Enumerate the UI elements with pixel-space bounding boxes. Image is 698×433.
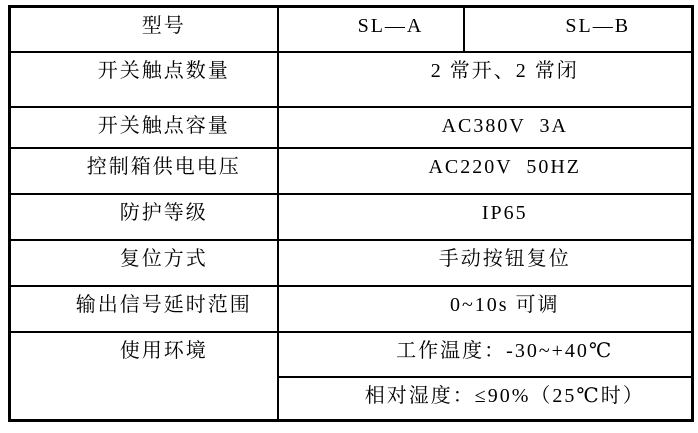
table-row-contact-quantity [10, 52, 693, 107]
spec-table [8, 5, 694, 422]
table-row-output-delay [10, 286, 693, 332]
header-model-label: 型号 [10, 7, 278, 52]
contact-quantity-value: 2 常开、2 常闭 [278, 52, 693, 107]
table-row-environment-temperature [10, 332, 693, 377]
protection-rating-label: 防护等级 [10, 194, 278, 240]
header-model-a: SL—A [278, 7, 464, 52]
output-delay-value: 0~10s 可调 [278, 286, 693, 332]
table-row-contact-capacity [10, 107, 693, 148]
supply-voltage-value: AC220V 50HZ [278, 148, 693, 194]
environment-label: 使用环境 [10, 332, 278, 421]
environment-temperature-value: 工作温度：-30~+40℃ [278, 332, 693, 377]
reset-method-value: 手动按钮复位 [278, 240, 693, 286]
table-row-header [10, 7, 693, 52]
table-row-reset-method [10, 240, 693, 286]
table-row-supply-voltage [10, 148, 693, 194]
contact-quantity-label: 开关触点数量 [10, 52, 278, 107]
contact-capacity-value: AC380V 3A [278, 107, 693, 148]
header-model-b: SL—B [464, 7, 693, 52]
table-row-protection-rating [10, 194, 693, 240]
environment-humidity-value: 相对湿度：≤90%（25℃时） [278, 377, 693, 421]
protection-rating-value: IP65 [278, 194, 693, 240]
supply-voltage-label: 控制箱供电电压 [10, 148, 278, 194]
reset-method-label: 复位方式 [10, 240, 278, 286]
contact-capacity-label: 开关触点容量 [10, 107, 278, 148]
output-delay-label: 输出信号延时范围 [10, 286, 278, 332]
